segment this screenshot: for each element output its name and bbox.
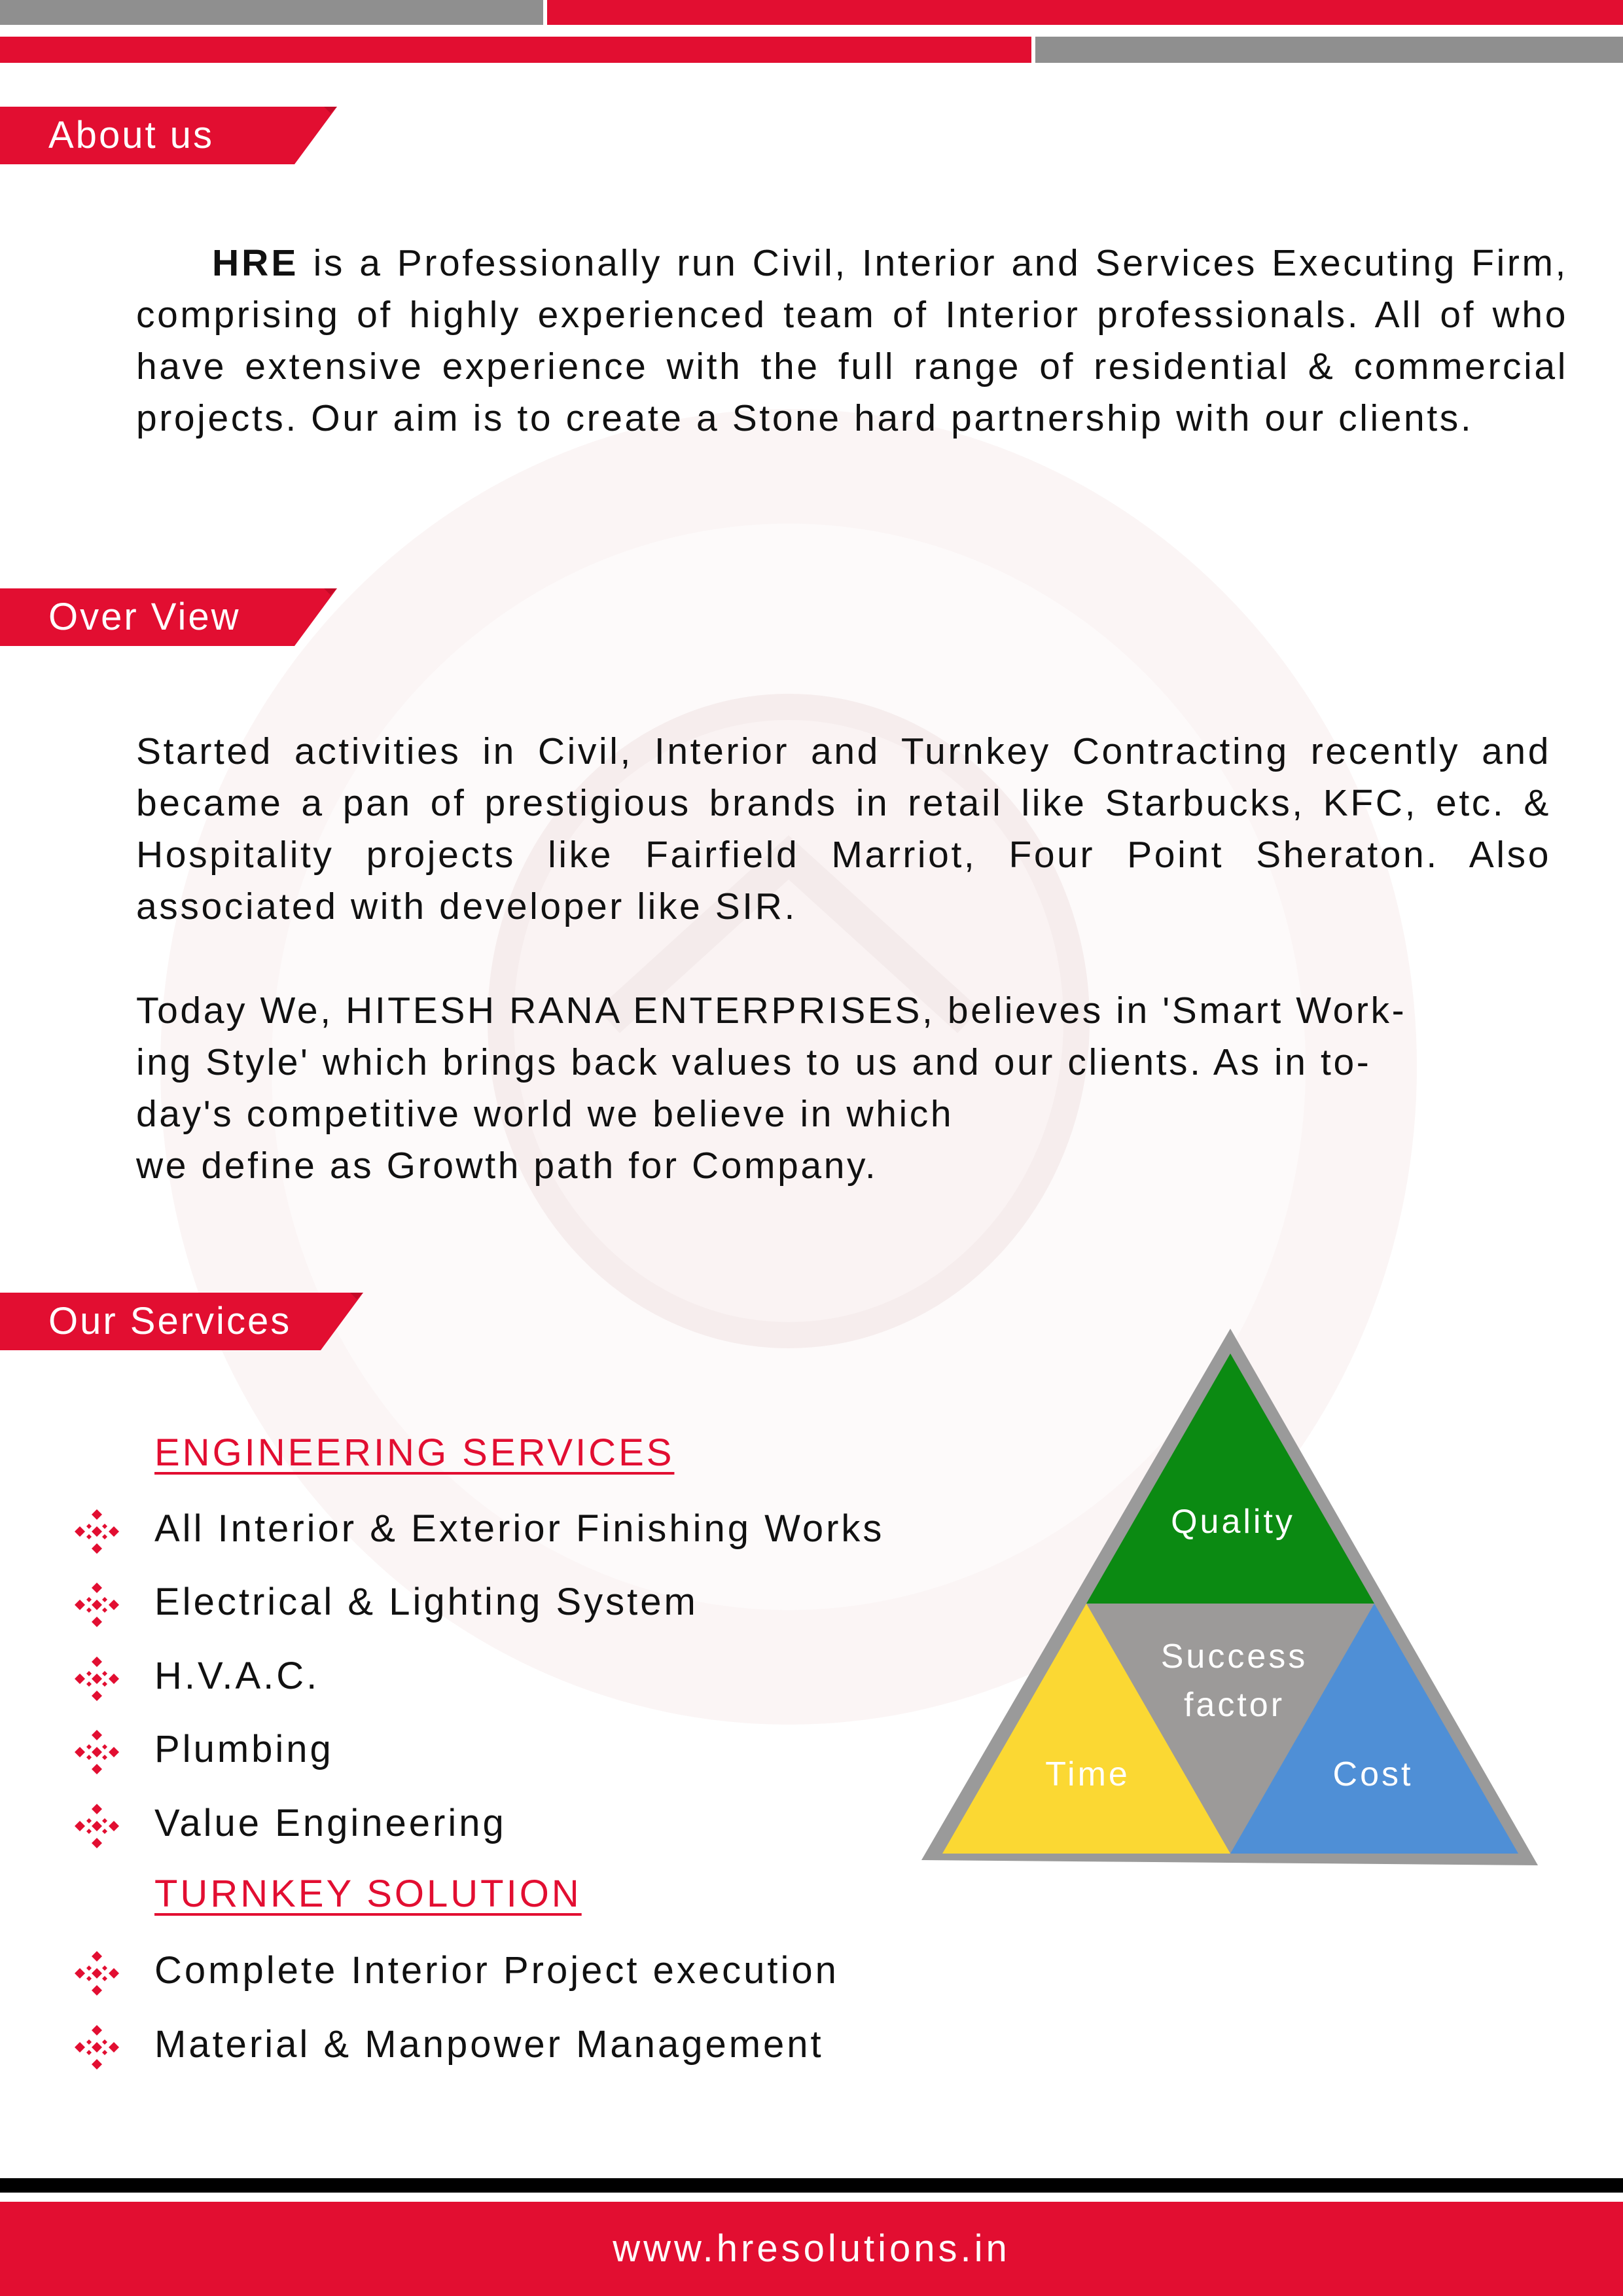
triangle-label-cost: Cost	[1332, 1755, 1414, 1793]
turnkey-heading: TURNKEY SOLUTION	[154, 1873, 582, 1915]
footer-black-bar	[0, 2178, 1623, 2193]
overview-line-1: Today We, HITESH RANA ENTERPRISES, believes in 'Smart Work-	[136, 990, 1407, 1031]
top-bar-red-right	[547, 0, 1623, 25]
section-title-services: Our Services	[48, 1300, 292, 1342]
section-title-overview: Over View	[48, 596, 241, 638]
triangle-quality	[1086, 1354, 1374, 1604]
diamond-cluster-icon	[71, 1726, 123, 1778]
triangle-label-success: Success	[1160, 1638, 1308, 1676]
diamond-cluster-icon	[71, 1579, 123, 1631]
top-bar-grey-right	[1035, 37, 1623, 63]
about-lead: HRE	[212, 242, 299, 284]
diamond-cluster-icon	[71, 1505, 123, 1558]
diamond-cluster-icon	[71, 1653, 123, 1705]
section-tab-about	[0, 107, 340, 164]
list-item-label: Material & Manpower Management	[154, 2023, 824, 2066]
success-factor-triangle	[916, 1329, 1544, 1872]
overview-line-3: day's competitive world we believe in which	[136, 1093, 954, 1135]
section-title-about: About us	[48, 114, 214, 156]
top-bar-red-left	[0, 37, 1031, 63]
diamond-cluster-icon	[71, 1800, 123, 1852]
about-text: is a Professionally run Civil, Interior and Services Executing Firm, comprising of highly experienced team of Interior professionals. All of who have extensive experience with the full range of residential & commercial projects. Our aim is to create a Stone hard partnership with our clients.	[136, 242, 1568, 439]
diamond-cluster-icon	[71, 1947, 123, 2000]
triangle-label-factor: factor	[1183, 1686, 1285, 1724]
list-item-label: Electrical & Lighting System	[154, 1581, 698, 1623]
footer	[0, 2202, 1623, 2296]
footer-website-link[interactable]: www.hresolutions.in	[613, 2227, 1010, 2270]
section-tab-services	[0, 1293, 366, 1350]
overview-paragraph-2	[136, 985, 1568, 1192]
list-item-label: All Interior & Exterior Finishing Works	[154, 1507, 885, 1550]
about-paragraph	[136, 238, 1568, 444]
overview-line-4: we define as Growth path for Company.	[136, 1145, 878, 1187]
top-bar-grey-left	[0, 0, 543, 25]
list-item-label: Value Engineering	[154, 1802, 507, 1844]
list-item-label: H.V.A.C.	[154, 1655, 320, 1697]
overview-line-2: ing Style' which brings back values to us and our clients. As in to-	[136, 1041, 1372, 1083]
list-item-label: Complete Interior Project execution	[154, 1949, 839, 1992]
overview-paragraph-1: Started activities in Civil, Interior and Turnkey Contracting recently and became a pan of prestigious brands in retail like Starbucks, KFC, etc. & Hospitality projects like Fairfield Marriot, Four Point Sheraton. Also associated with developer like SIR.	[136, 730, 1551, 927]
triangle-label-quality: Quality	[1171, 1503, 1295, 1541]
section-tab-overview	[0, 588, 340, 646]
engineering-heading: ENGINEERING SERVICES	[154, 1431, 675, 1474]
triangle-label-time: Time	[1045, 1755, 1130, 1793]
diamond-cluster-icon	[71, 2021, 123, 2073]
list-item-label: Plumbing	[154, 1728, 334, 1770]
